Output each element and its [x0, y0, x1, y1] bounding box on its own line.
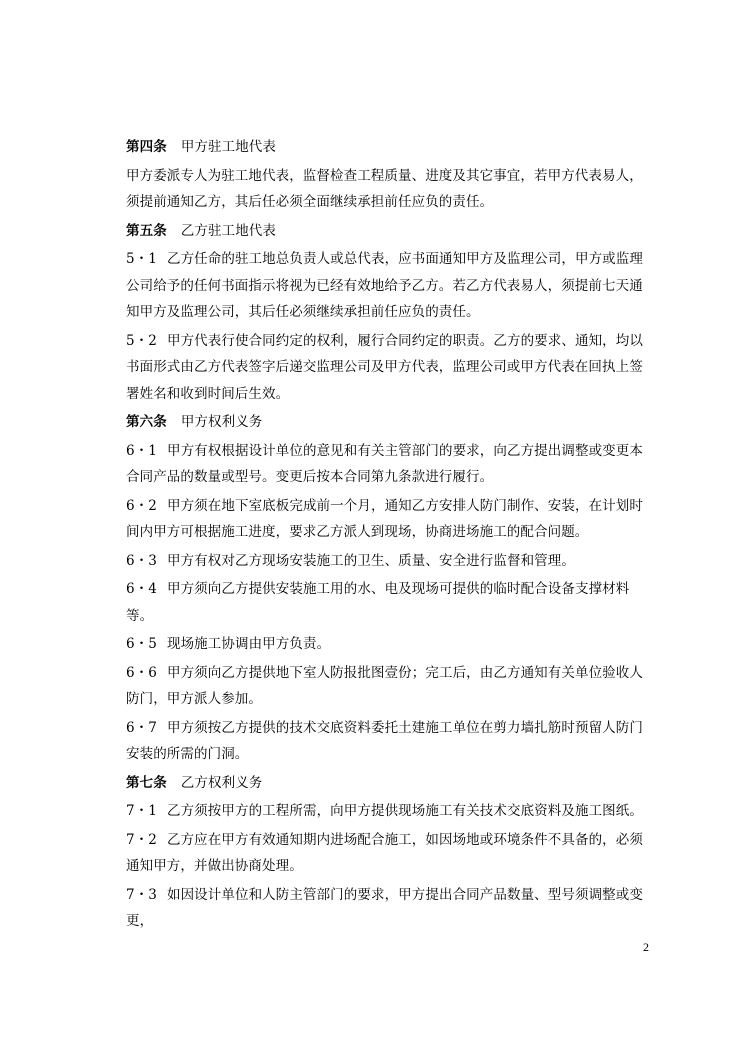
clause-paragraph: [126, 660, 652, 713]
clause-paragraph: [126, 798, 652, 825]
clause-paragraph: [126, 715, 652, 768]
clause-text: 甲方委派专人为驻工地代表，监督检查工程质量、进度及其它事宜，若甲方代表易人，须提前通知乙方，其后任必须全面继续承担前任应负的责任。: [126, 167, 643, 210]
article-title: 乙方驻工地代表: [180, 222, 277, 239]
clause-paragraph: [126, 827, 652, 880]
clause-text: 现场施工协调由甲方负责。: [166, 636, 331, 652]
clause-number: 7・1: [126, 803, 157, 819]
clause-number: 6・1: [126, 442, 157, 459]
clause-paragraph: [126, 163, 652, 216]
clause-number: 5・2: [126, 332, 157, 349]
clause-paragraph: [126, 576, 652, 629]
clause-number: 6・4: [126, 581, 157, 597]
clause-text: 甲方须按乙方提供的技术交底资料委托土建施工单位在剪力墙扎筋时预留人防门安装的所需的门洞。: [126, 719, 643, 762]
clause-number: 5・1: [126, 251, 157, 267]
clause-number: 7・3: [126, 886, 157, 903]
clause-text: 乙方须按甲方的工程所需，向甲方提供现场施工有关技术交底资料及施工图纸。: [166, 803, 643, 819]
article-number: 第六条: [126, 414, 167, 430]
article-number: 第五条: [126, 222, 167, 239]
article-heading: [126, 409, 652, 436]
document-body: [126, 134, 652, 935]
clause-text: 甲方须向乙方提供地下室人防报批图壹份；完工后，由乙方通知有关单位验收人防门，甲方派人参加。: [126, 664, 643, 707]
article-heading: [126, 218, 652, 245]
page-number: 2: [643, 940, 649, 954]
clause-text: 甲方须向乙方提供安装施工用的水、电及现场可提供的临时配合设备支撑材料等。: [126, 581, 630, 624]
article-title: 甲方驻工地代表: [180, 139, 277, 155]
article-title: 乙方权利义务: [180, 774, 263, 791]
clause-paragraph: [126, 246, 652, 326]
clause-text: 乙方任命的驻工地总负责人或总代表，应书面通知甲方及监理公司，甲方或监理公司给予的任何书面指示将视为已经有效地给予乙方。若乙方代表易人，须提前七天通知甲方及监理公司，其后任必须继续承担前任应负的责任。: [126, 251, 643, 320]
clause-number: 7・2: [126, 831, 157, 848]
article-number: 第七条: [126, 774, 167, 791]
article-title: 甲方权利义务: [180, 414, 263, 430]
clause-text: 如因设计单位和人防主管部门的要求，甲方提出合同产品数量、型号须调整或变更，: [126, 886, 643, 929]
clause-paragraph: [126, 438, 652, 491]
clause-paragraph: [126, 328, 652, 408]
clause-number: 6・2: [126, 497, 157, 514]
clause-number: 6・3: [126, 552, 157, 569]
article-number: 第四条: [126, 139, 167, 155]
clause-number: 6・7: [126, 719, 157, 736]
clause-paragraph: [126, 631, 652, 658]
clause-text: 甲方须在地下室底板完成前一个月，通知乙方安排人防门制作、安装，在计划时间内甲方可根据施工进度，要求乙方派人到现场，协商进场施工的配合问题。: [126, 497, 643, 540]
clause-text: 甲方有权对乙方现场安装施工的卫生、质量、安全进行监督和管理。: [166, 552, 575, 569]
clause-paragraph: [126, 548, 652, 575]
clause-paragraph: [126, 493, 652, 546]
article-heading: [126, 134, 652, 161]
article-heading: [126, 770, 652, 797]
clause-text: 甲方代表行使合同约定的权利，履行合同约定的职责。乙方的要求、通知，均以书面形式由乙方代表签字后递交监理公司及甲方代表，监理公司或甲方代表在回执上签署姓名和收到时间后生效。: [126, 332, 643, 402]
clause-number: 6・5: [126, 636, 157, 652]
clause-text: 甲方有权根据设计单位的意见和有关主管部门的要求，向乙方提出调整或变更本合同产品的数量或型号。变更后按本合同第九条款进行履行。: [126, 442, 643, 485]
clause-paragraph: [126, 882, 652, 935]
clause-text: 乙方应在甲方有效通知期内进场配合施工，如因场地或环境条件不具备的，必须通知甲方，并做出协商处理。: [126, 831, 643, 874]
clause-number: 6・6: [126, 664, 157, 681]
